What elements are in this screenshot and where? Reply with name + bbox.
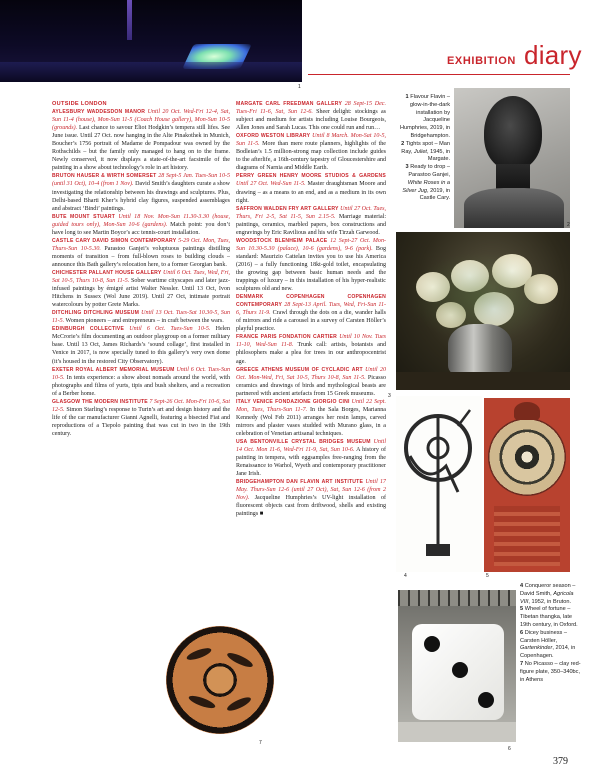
section-header bbox=[447, 40, 582, 71]
listing-location: SAFFRON WALDEN bbox=[236, 205, 287, 212]
caption-2: 2 Tights spot – Man Ray, Juliet, 1945, in Margate. bbox=[401, 140, 450, 163]
listing-location: DITCHLING bbox=[52, 310, 82, 317]
listing-entry bbox=[236, 172, 386, 204]
listing-text: Helen McCrorie’s film documenting an outdoor playgroup on a former military base. Until 13 Oct, James Richards’s ‘sound collage’, first installed in Venice in 2017, is now specially tuned to this gallery’s very own dome (it’s housed in the restored City Observatory). bbox=[52, 326, 230, 365]
listing-entry bbox=[52, 325, 230, 365]
listing-hours: Until 6 Oct. Tues, Wed, Fri, Sat 10-5, Thurs 10-8, Sun 11-5. bbox=[52, 269, 230, 285]
listing-venue: DITCHLING MUSEUM bbox=[83, 310, 140, 317]
listing-hours: Until 27 Oct. Tues, Thurs, Fri 2-5, Sat 11-5, Sun 2.15-5. bbox=[236, 205, 386, 220]
listing-entry bbox=[236, 237, 386, 293]
listing-hours: Until 6 Oct. Tues-Sun 10-5. bbox=[52, 366, 230, 381]
listing-text: Jacqueline Humphries’s UV-light installation of fluorescent objects cast from driftwood, shells and existing paintings ■ bbox=[236, 495, 386, 518]
listing-text: Sheer delight: stockings as subject and medium for artists including Louise Bourgeois, Allen Jones and Sarah Lucas. This one could run and run… bbox=[236, 109, 386, 132]
listing-venue: MOUNT STUART bbox=[70, 213, 116, 220]
listing-location: OXFORD bbox=[236, 133, 259, 140]
listing-text: Marriage material: paintings, ceramics, marbled papers, box constructions and engravings by Eric Ravilious and his wife Tirzah Garwood. bbox=[236, 213, 386, 236]
listing-text: A history of painting in tempera, with eggsamples free-ranging from the Renaissance to Warhol, Wyeth and contemporary practitioner Jane Irish. bbox=[236, 447, 386, 478]
listing-venue: ROYAL ALBERT MEMORIAL MUSEUM bbox=[75, 366, 175, 373]
listing-venue: DAN FLAVIN ART INSTITUTE bbox=[286, 479, 364, 486]
column-2-entries bbox=[236, 100, 386, 518]
listing-venue: CARL FREEDMAN GALLERY bbox=[265, 101, 343, 107]
listing-text: David Smith’s daughters curate a show investigating the relationship between his drawings and sculptures. Plus, Delhi-based Bharti Kher’s hybrid clay figures, suspended assemblages and abstract ‘Bindi’ paintings. bbox=[52, 181, 230, 212]
listing-entry bbox=[52, 269, 230, 309]
listing-entry bbox=[52, 309, 230, 325]
listing-venue: BLENHEIM PALACE bbox=[274, 237, 328, 244]
header-exhibition: EXHIBITION bbox=[447, 55, 516, 67]
column-right-listings bbox=[236, 100, 386, 755]
listing-hours: Until 20 Oct. Mon-Wed, Fri, Sat 10-5, Thurs 10-8, Sun 11-5. bbox=[236, 366, 386, 381]
listing-venue: ATHENS MUSEUM OF CYCLADIC ART bbox=[261, 366, 363, 373]
listing-text: Women pioneers – and entrepreneurs – in craft between the wars. bbox=[64, 318, 224, 325]
listing-venue: FRY ART GALLERY bbox=[288, 205, 339, 212]
header-rule bbox=[308, 74, 570, 75]
listing-text: Match point: you don’t have long to see Martin Boyce’s acc tennis-court installation. bbox=[52, 221, 230, 236]
listing-location: MARGATE bbox=[236, 101, 263, 107]
column-1-entries bbox=[52, 108, 230, 438]
listing-location: CHICHESTER bbox=[52, 269, 88, 276]
listing-hours: 5-29 Oct. Mon, Tues, Thurs-Sun 10-5.30. bbox=[52, 237, 230, 252]
listing-location: CASTLE CARY bbox=[52, 237, 91, 244]
listing-hours: 12 Sept-27 Oct. Mon-Sun 10.30-5.30 (palace), 10-6 (gardens), 9-6 (park). bbox=[236, 237, 386, 252]
listing-venue: THE MODERN INSTITUTE bbox=[81, 398, 148, 405]
listing-text: Picasso ceramics and drawings of birds and mythological beasts are partnered with ancient artefacts from 15 Greek museums. bbox=[236, 374, 386, 397]
figure-number-6: 6 bbox=[508, 746, 511, 752]
listing-hours: Until 10 Nov. Tues 11-10, Wed-Sun 11-8. bbox=[236, 334, 386, 349]
listing-text: More than mere route planners, highlights of the Bodleian’s 1.5 million-strong map collection include guides to the afterlife, a 16th-century tapestry of Gloucestershire and diagrams of Narnia and Middle Earth. bbox=[236, 141, 386, 172]
listing-hours: Until 8 March. Mon-Sat 10-5, Sun 11-5. bbox=[236, 133, 386, 148]
listing-location: DENMARK bbox=[236, 294, 264, 301]
listing-location: PERRY GREEN bbox=[236, 173, 277, 180]
listing-venue: DAVID SIMON CONTEMPORARY bbox=[92, 237, 177, 244]
listing-location: WOODSTOCK bbox=[236, 237, 272, 244]
listing-entry bbox=[52, 213, 230, 237]
listing-entry bbox=[236, 205, 386, 237]
listing-location: FRANCE bbox=[236, 334, 259, 341]
listing-venue: COPENHAGEN COPENHAGEN CONTEMPORARY bbox=[236, 294, 386, 309]
listing-text: Sober wartime cityscapes and later jazz-infused paintings by émigré artist Walter Nessler. Until 13 Oct, Ivon Hitchens in Sussex (Wol June 2019). Until 27 Oct, intimate portrait watercolours by potter Grete Marks. bbox=[52, 278, 230, 309]
listing-entry bbox=[52, 237, 230, 269]
listing-hours: Until 27 Oct. Wed-Sun 11-5. bbox=[236, 181, 306, 188]
figure-number-1: 1 bbox=[298, 84, 301, 90]
photo-flavin-installation bbox=[0, 0, 302, 82]
captions-top bbox=[396, 94, 450, 203]
listing-entry bbox=[236, 398, 386, 438]
listing-entry bbox=[52, 108, 230, 172]
listing-hours: 28 Sept-15 Dec. Tues-Fri 11-6, Sat, Sun 12-6. bbox=[236, 101, 386, 116]
listing-hours: Until 17 May. Thurs-Sun 12-6 (until 27 Oct), Sat, Sun 12-6 (from 2 Nov). bbox=[236, 479, 386, 502]
listing-entry bbox=[236, 293, 386, 333]
section-title: OUTSIDE LONDON bbox=[52, 101, 107, 107]
listing-entry bbox=[236, 100, 386, 132]
listing-venue: VENICE FONDAZIONE GIORGIO CINI bbox=[252, 398, 350, 405]
listing-location: BRUTON bbox=[52, 173, 75, 180]
listing-hours: Until 13 Oct. Tues-Sat 10.30-5, Sun 11-5. bbox=[52, 310, 230, 325]
caption-4: 4 Conqueror season – David Smith, Agricola VIII, 1952, in Bruton. bbox=[520, 583, 576, 605]
listing-text: Trunk call: artists, botanists and philosophers make a plea for trees in our anthropocentrist age. bbox=[236, 342, 386, 365]
figure-number-4: 4 bbox=[404, 573, 407, 579]
caption-7: 7 No Picasso – clay red-figure plate, 350–340bc, in Athens bbox=[520, 660, 581, 683]
listing-entry bbox=[236, 366, 386, 398]
listing-venue: HENRY MOORE STUDIOS & GARDENS bbox=[279, 173, 386, 180]
page-number: 379 bbox=[553, 756, 568, 767]
listing-entry bbox=[236, 478, 386, 518]
listing-hours: 28 Sept-13 April. Tues, Wed, Fri-Sun 11-6, Thurs 11-9. bbox=[236, 302, 386, 317]
listing-location: BUTE bbox=[52, 213, 67, 220]
listing-text: Bog standard: Maurizio Cattelan invites you to use his America (2016) – a fully functioning 18kt-gold toilet, encapsulating the growing gap between basic human needs and the trappings of luxury – in this installation of his hyper-realistic sculptures old and new. bbox=[236, 245, 386, 293]
photo-giant-die bbox=[398, 590, 516, 742]
thangka-wheel bbox=[484, 398, 570, 572]
listing-location: AYLESBURY bbox=[52, 109, 85, 116]
listing-hours: Until 20 Oct. Wed-Fri 12-4, Sat, Sun 11-4 (house), Mon-Sun 11-5 (Coach House gallery), Mon-Sun 10-5 (grounds). bbox=[52, 109, 230, 132]
listing-text: Crawl through the dots on a die, wander halls of mirrors and ride a carousel in a survey of Carsten Höller’s playful practice. bbox=[236, 310, 386, 333]
listing-location: ITALY bbox=[236, 398, 251, 405]
sculpture-agricola bbox=[396, 396, 482, 572]
listing-text: Simon Starling’s response to Turin’s art and design history and the life of the car manufacturer Gianni Agnelli, featuring a bisected Fiat and reproductions of a Tiepolo painting that was cut in two in the 19th century. bbox=[52, 406, 230, 437]
listing-venue: WESTON LIBRARY bbox=[260, 133, 311, 140]
sculpture-drawing bbox=[396, 396, 482, 572]
figure-number-3: 3 bbox=[388, 393, 391, 399]
figure-number-7: 7 bbox=[259, 740, 262, 746]
column-outside-london bbox=[52, 100, 230, 740]
listing-hours: Until 6 Oct. Tues-Sun 10-5. bbox=[129, 326, 211, 333]
listing-entry bbox=[236, 132, 386, 172]
caption-1: 1 Flavour Flavin – glow-in-the-dark installation by Jacqueline Humphries, 2019, in Bridgehampton. bbox=[399, 94, 450, 139]
listing-venue: COLLECTIVE bbox=[89, 326, 125, 333]
listing-entry bbox=[52, 398, 230, 438]
listing-text: Master draughtsman Moore and drawing – as a means to an end, and as a medium in its own right. bbox=[236, 181, 386, 204]
listing-venue: WADDESDON MANOR bbox=[86, 109, 146, 116]
header-diary: diary bbox=[523, 40, 582, 70]
listing-venue: PALLANT HOUSE GALLERY bbox=[88, 269, 162, 276]
listing-hours: Until 18 Nov. Mon-Sun 11.30-3.30 (house, guided tours only), Mon-Sun 10-6 (gardens). bbox=[52, 213, 230, 228]
listing-entry bbox=[236, 333, 386, 365]
listing-entry bbox=[52, 366, 230, 398]
listing-entry bbox=[52, 172, 230, 212]
listing-location: EXETER bbox=[52, 366, 74, 373]
listing-hours: Until 14 Oct. Mon 11-6, Wed-Fri 11-9, Sat, Sun 10-6. bbox=[236, 438, 386, 454]
listing-text: In the Sala Borges, Marianna Kennedy (Wol Feb 2011) arranges her resin lamps, carved mirrors and plaster vases studded with Murano glass, in a celebration of Venetian artisanal techniques. bbox=[236, 406, 386, 437]
caption-6: 6 Dicey business – Carsten Höller, Gartenkinder, 2014, in Copenhagen. bbox=[520, 629, 576, 660]
caption-5: 5 Wheel of fortune – Tibetan thangka, late 19th century, in Oxford. bbox=[520, 606, 578, 628]
caption-3: 3 Ready to drop – Parastoo Ganjei, White Roses in a Silver Jug, 2019, in Castle Cary. bbox=[402, 164, 450, 202]
figure-number-2: 2 bbox=[567, 222, 570, 228]
photo-man-ray-juliet bbox=[454, 88, 570, 228]
figure-number-5: 5 bbox=[486, 573, 489, 579]
listing-text: Parastoo Ganjei’s voluptuous paintings distilling moments of transition – from full-blown roses to building clouds – announce this Bath gallery’s relocation here, to a former Georgian bank. bbox=[52, 245, 230, 268]
listing-venue: PARIS FONDATION CARTIER bbox=[260, 334, 338, 341]
listing-venue: HAUSER & WIRTH SOMERSET bbox=[76, 173, 157, 180]
listing-text: In tents experience: a show about nomads around the world, with photographs and films of yurts, tipis and bush shelters, and a recreation of a Berber home. bbox=[52, 374, 230, 397]
listing-location: EDINBURGH bbox=[52, 326, 85, 333]
listing-venue: BENTONVILLE CRYSTAL BRIDGES MUSEUM bbox=[250, 438, 371, 445]
listing-hours: 28 Sept-5 Jan. Tues-Sun 10-5 (until 31 Oct), 10-4 (from 1 Nov). bbox=[52, 173, 230, 188]
painting-white-roses bbox=[396, 232, 570, 390]
listing-entry bbox=[236, 438, 386, 478]
listing-hours: Until 22 Sept. Mon, Tues, Thurs-Sun 11-7. bbox=[236, 398, 386, 413]
listing-text: Last chance to savour Eliot Hodgkin’s tempera still lifes. See June issue. Until 27 Oct. now hanging in the Alte Pinakothek in Munich, Boucher’s 1756 portrait of Madame de Pompadour was owned by the Rothschilds – but the family only managed to hang on to the frame. Newly conserved, it now displays a state-of-the-art facsimile of the painting in a show about technology’s role in art history. bbox=[52, 125, 230, 172]
captions-bottom bbox=[520, 583, 582, 684]
listing-location: GLASGOW bbox=[52, 398, 81, 405]
listing-location: GREECE bbox=[236, 366, 259, 373]
listing-location: BRIDGEHAMPTON bbox=[236, 479, 285, 486]
listing-location: USA bbox=[236, 438, 248, 445]
listing-hours: 7 Sept-26 Oct. Mon-Fri 10-6, Sat 12-5. bbox=[52, 398, 230, 413]
